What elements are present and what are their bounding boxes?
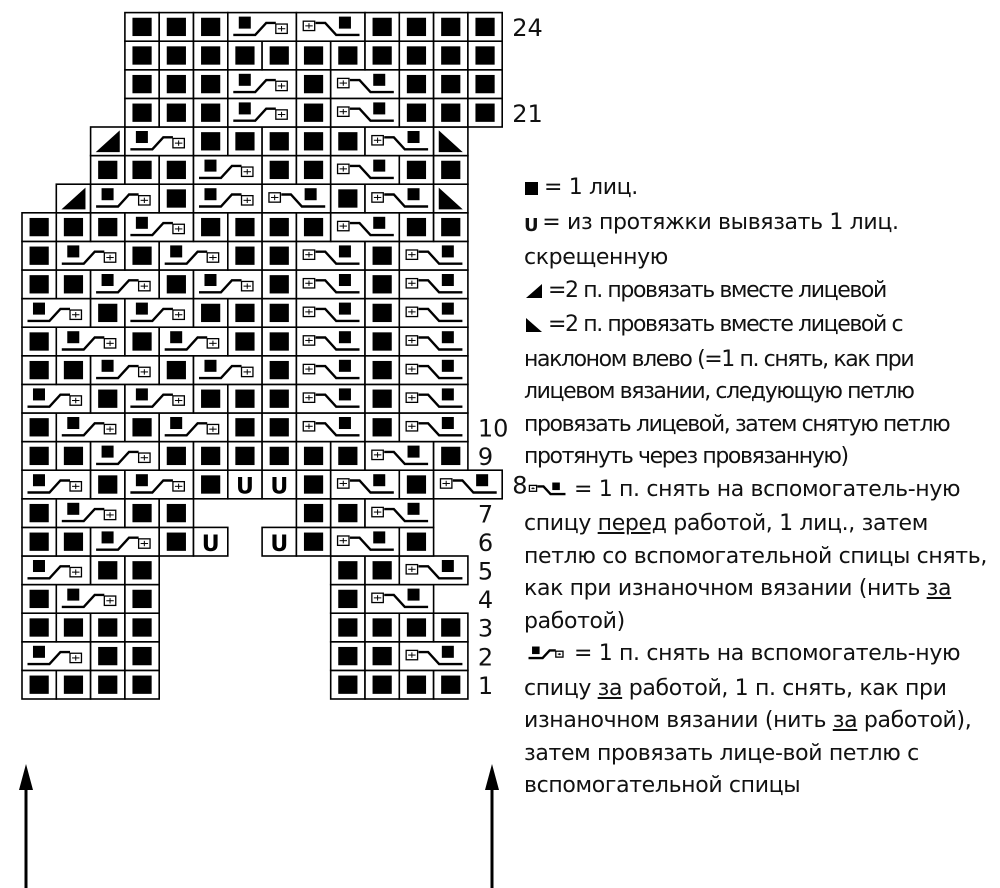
cable-front-cell [365, 127, 434, 156]
knit-cell [468, 41, 502, 70]
cable-front-cell [296, 384, 365, 413]
knit-cell [262, 413, 296, 442]
knit-cell [262, 299, 296, 328]
cable-front-cell [262, 184, 331, 213]
knit-cell [434, 670, 468, 699]
knit-cell [56, 670, 90, 699]
cable-back-cell [228, 98, 297, 127]
ssk-triangle-icon [524, 311, 544, 344]
row-label: 21 [512, 99, 543, 128]
knit-cell [399, 527, 433, 556]
knit-cell [91, 384, 125, 413]
knit-cell [399, 470, 433, 499]
knit-cell [434, 98, 468, 127]
knit-cell [194, 13, 228, 42]
knit-cell [468, 13, 502, 42]
knit-cell [194, 41, 228, 70]
cable-front-cell [296, 13, 365, 42]
row-label: 5 [477, 557, 494, 586]
knit-cell [22, 527, 56, 556]
knit-cell [228, 127, 262, 156]
knit-cell [125, 670, 159, 699]
cable-back-cell [56, 585, 125, 614]
cable-back-cell [228, 70, 297, 99]
legend-k2tog-text: =2 п. провязать вместе лицевой [548, 277, 886, 303]
cable-back-cell [194, 356, 263, 385]
knit-cell [262, 442, 296, 471]
cable-back-cell [22, 642, 91, 671]
cable-front-cell [399, 241, 468, 270]
legend-k2tog [524, 275, 992, 310]
knit-cell [399, 213, 433, 242]
cable-back-cell [125, 299, 194, 328]
knit-cell [296, 41, 330, 70]
knit-cell [194, 470, 228, 499]
knit-cell [22, 670, 56, 699]
cable-front-cell [434, 470, 503, 499]
cable-front-cell [399, 270, 468, 299]
decrease-cell [434, 184, 468, 213]
legend-cf-text-3: работой) [524, 608, 625, 634]
knit-cell [365, 384, 399, 413]
legend-cross-front [524, 474, 992, 639]
knit-cell [468, 70, 502, 99]
knit-cell [296, 127, 330, 156]
knit-cell [125, 613, 159, 642]
cable-back-cell [91, 184, 160, 213]
cable-front-cell [365, 499, 434, 528]
k2tog-triangle-icon [524, 277, 544, 310]
knit-cell [91, 613, 125, 642]
cable-back-cell [125, 470, 194, 499]
cable-front-cell [399, 413, 468, 442]
knit-cell [262, 384, 296, 413]
svg-text:U: U [201, 531, 220, 557]
knit-cell [296, 527, 330, 556]
knit-cell [434, 41, 468, 70]
knit-cell [365, 556, 399, 585]
cable-back-cell [194, 184, 263, 213]
knit-cell [91, 299, 125, 328]
cable-back-cell [56, 241, 125, 270]
knit-cell [331, 127, 365, 156]
knit-cell [125, 41, 159, 70]
knit-cell [159, 156, 193, 185]
u-cell [194, 527, 228, 556]
row-label: 9 [477, 443, 494, 472]
knit-cell [365, 241, 399, 270]
decrease-cell [434, 127, 468, 156]
knit-cell [22, 213, 56, 242]
knit-cell [434, 70, 468, 99]
cable-front-cell [331, 470, 400, 499]
knit-cell [22, 613, 56, 642]
row-label: 24 [512, 14, 543, 43]
legend-cross-back [524, 638, 992, 803]
cable-back-cell [194, 270, 263, 299]
legend-u-text: = из протяжки вывязать 1 лиц. скрещенную [524, 209, 899, 270]
knit-cell [125, 156, 159, 185]
knit-cell [22, 356, 56, 385]
u-cell [262, 470, 296, 499]
cable-back-cell [228, 13, 297, 42]
cable-front-cell [365, 585, 434, 614]
knit-cell [434, 213, 468, 242]
knit-cell [228, 384, 262, 413]
knit-cell [365, 413, 399, 442]
knit-cell [296, 70, 330, 99]
knit-cell [194, 70, 228, 99]
knit-cell [56, 356, 90, 385]
knit-cell [399, 613, 433, 642]
knit-cell [159, 270, 193, 299]
legend-knit-text: = 1 лиц. [544, 175, 638, 200]
legend-cb-text-3: работой), затем провязать лице-вой петлю с вспомогательной спицы [524, 708, 972, 798]
knit-cell [159, 499, 193, 528]
cable-back-cell [22, 384, 91, 413]
knit-cell [56, 213, 90, 242]
knit-cell [125, 241, 159, 270]
cable-front-cell [296, 299, 365, 328]
knit-cell [399, 13, 433, 42]
knit-cell [91, 470, 125, 499]
cable-front-cell [331, 98, 400, 127]
row-label: 7 [477, 500, 494, 529]
knit-cell [194, 442, 228, 471]
knit-cell [365, 41, 399, 70]
knit-cell [159, 13, 193, 42]
knit-cell [22, 413, 56, 442]
knit-cell [365, 13, 399, 42]
knit-cell [194, 98, 228, 127]
cable-front-cell [399, 642, 468, 671]
knit-cell [434, 13, 468, 42]
knit-cell [125, 70, 159, 99]
knit-cell [56, 613, 90, 642]
svg-text:U: U [270, 531, 289, 557]
cable-back-cell [22, 556, 91, 585]
knit-cell [91, 670, 125, 699]
knit-symbol-icon [524, 174, 540, 207]
decrease-cell [91, 127, 125, 156]
knit-cell [228, 41, 262, 70]
row-label: 4 [477, 586, 494, 615]
cable-back-cell [56, 413, 125, 442]
knit-cell [262, 41, 296, 70]
knit-cell [331, 184, 365, 213]
cable-back-cell [91, 527, 160, 556]
knit-cell [365, 613, 399, 642]
knit-cell [22, 442, 56, 471]
knit-cell [331, 613, 365, 642]
right-arrow-icon [485, 764, 499, 888]
knit-cell [296, 499, 330, 528]
knit-cell [56, 442, 90, 471]
knit-cell [262, 156, 296, 185]
knit-cell [296, 156, 330, 185]
left-arrow-icon [19, 764, 33, 888]
cable-back-cell [56, 327, 125, 356]
knit-cell [399, 156, 433, 185]
knit-cell [228, 299, 262, 328]
knit-cell [399, 670, 433, 699]
knit-cell [365, 670, 399, 699]
knit-cell [194, 299, 228, 328]
knit-cell [262, 327, 296, 356]
knit-cell [331, 499, 365, 528]
svg-text:U: U [236, 474, 254, 500]
cable-front-cell [296, 270, 365, 299]
knit-cell [125, 499, 159, 528]
svg-text:U: U [270, 474, 289, 500]
legend-knit [524, 172, 992, 207]
row-label: 8 [512, 471, 528, 500]
knit-cell [125, 585, 159, 614]
knit-cell [22, 585, 56, 614]
legend [524, 172, 992, 803]
knit-cell [365, 299, 399, 328]
cable-front-cell [399, 384, 468, 413]
knit-cell [159, 98, 193, 127]
knit-cell [331, 670, 365, 699]
u-cell [228, 470, 262, 499]
knit-cell [91, 642, 125, 671]
cable-front-cell [331, 156, 400, 185]
knit-cell [125, 556, 159, 585]
cable-front-cell [365, 184, 434, 213]
knit-cell [56, 270, 90, 299]
knit-cell [56, 527, 90, 556]
decrease-cell [56, 184, 90, 213]
legend-cf-text-1: = 1 п. снять на вспомогатель-ную спицу [524, 476, 961, 536]
knit-cell [262, 270, 296, 299]
knit-cell [159, 41, 193, 70]
cable-front-cell [296, 327, 365, 356]
knit-cell [125, 13, 159, 42]
cable-back-cell [22, 470, 91, 499]
knit-cell [296, 98, 330, 127]
knit-cell [262, 356, 296, 385]
knit-cell [296, 213, 330, 242]
cable-front-cell [296, 241, 365, 270]
knit-cell [331, 642, 365, 671]
cable-front-cell [331, 70, 400, 99]
knit-cell [399, 98, 433, 127]
legend-cb-underline: за [597, 675, 623, 701]
cable-front-cell [296, 356, 365, 385]
legend-cf-underline: перед [597, 511, 667, 536]
knit-cell [365, 356, 399, 385]
knit-cell [159, 184, 193, 213]
knit-cell [125, 413, 159, 442]
knit-cell [159, 442, 193, 471]
u-cell [262, 527, 296, 556]
row-label: 6 [477, 528, 494, 557]
knit-cell [262, 241, 296, 270]
cable-front-cell [331, 527, 400, 556]
cable-front-cell [399, 327, 468, 356]
knit-cell [262, 213, 296, 242]
row-label: 1 [477, 671, 494, 700]
cable-back-cell [91, 356, 160, 385]
knit-cell [22, 499, 56, 528]
legend-ssk-text: =2 п. провязать вместе лицевой с наклоном влево (=1 п. снять, как при лицевом вязании, следующую петлю провязать лицевой, затем снятую петлю протянуть через провязанную) [524, 312, 950, 469]
knit-cell [331, 556, 365, 585]
knit-cell [228, 442, 262, 471]
cable-back-cell [56, 499, 125, 528]
legend-cb-underline-2: за [832, 708, 858, 733]
legend-cf-text-2: работой, 1 лиц., затем петлю со вспомогательной спицы снять, как при изнаночном вязании (нить [524, 511, 988, 601]
knit-cell [125, 327, 159, 356]
knit-cell [434, 442, 468, 471]
knit-cell [125, 642, 159, 671]
knit-cell [22, 270, 56, 299]
cable-front-cell [399, 556, 468, 585]
knit-cell [296, 442, 330, 471]
knit-cell [365, 642, 399, 671]
cable-back-cell [125, 213, 194, 242]
knit-cell [228, 241, 262, 270]
knit-cell [159, 527, 193, 556]
cable-back-cell [159, 241, 228, 270]
row-label: 2 [477, 643, 494, 672]
knit-cell [262, 127, 296, 156]
legend-cb-text-1: = 1 п. снять на вспомогатель-ную спицу [524, 641, 961, 701]
knit-cell [91, 156, 125, 185]
knit-cell [434, 156, 468, 185]
knit-cell [399, 70, 433, 99]
knit-cell [194, 384, 228, 413]
cable-back-cell [91, 442, 160, 471]
cable-back-cell [159, 413, 228, 442]
knit-cell [365, 270, 399, 299]
knit-cell [91, 213, 125, 242]
knit-cell [159, 70, 193, 99]
row-label: 10 [477, 414, 509, 443]
cable-front-cell [399, 299, 468, 328]
knit-cell [399, 41, 433, 70]
legend-u [524, 207, 992, 275]
u-symbol-icon: U [524, 214, 539, 236]
legend-ssk [524, 309, 992, 474]
cable-back-cell [22, 299, 91, 328]
knit-cell [365, 327, 399, 356]
cable-front-cell [296, 413, 365, 442]
knit-cell [228, 213, 262, 242]
knit-cell [22, 241, 56, 270]
cable-back-cell [125, 127, 194, 156]
row-label: 3 [477, 614, 494, 643]
cable-front-cell [399, 356, 468, 385]
knit-cell [194, 213, 228, 242]
cable-front-cell [365, 442, 434, 471]
legend-cf-underline-2: за [926, 576, 952, 601]
knit-cell [331, 442, 365, 471]
cable-back-cell [159, 327, 228, 356]
cable-back-cell [91, 270, 160, 299]
knit-cell [194, 127, 228, 156]
cable-back-cell [125, 384, 194, 413]
knit-cell [434, 613, 468, 642]
legend-cb-text-2: работой, 1 п. снять, как при изнаночном вязании (нить [524, 675, 947, 733]
knit-cell [159, 356, 193, 385]
knit-cell [468, 98, 502, 127]
cross-front-icon [524, 476, 570, 509]
knit-cell [228, 413, 262, 442]
cable-back-cell [194, 156, 263, 185]
knit-cell [296, 470, 330, 499]
knit-cell [331, 41, 365, 70]
cable-front-cell [331, 213, 400, 242]
knit-cell [125, 98, 159, 127]
knit-cell [228, 327, 262, 356]
knit-cell [331, 585, 365, 614]
knit-cell [91, 556, 125, 585]
knit-cell [22, 327, 56, 356]
cross-back-icon [524, 640, 570, 673]
